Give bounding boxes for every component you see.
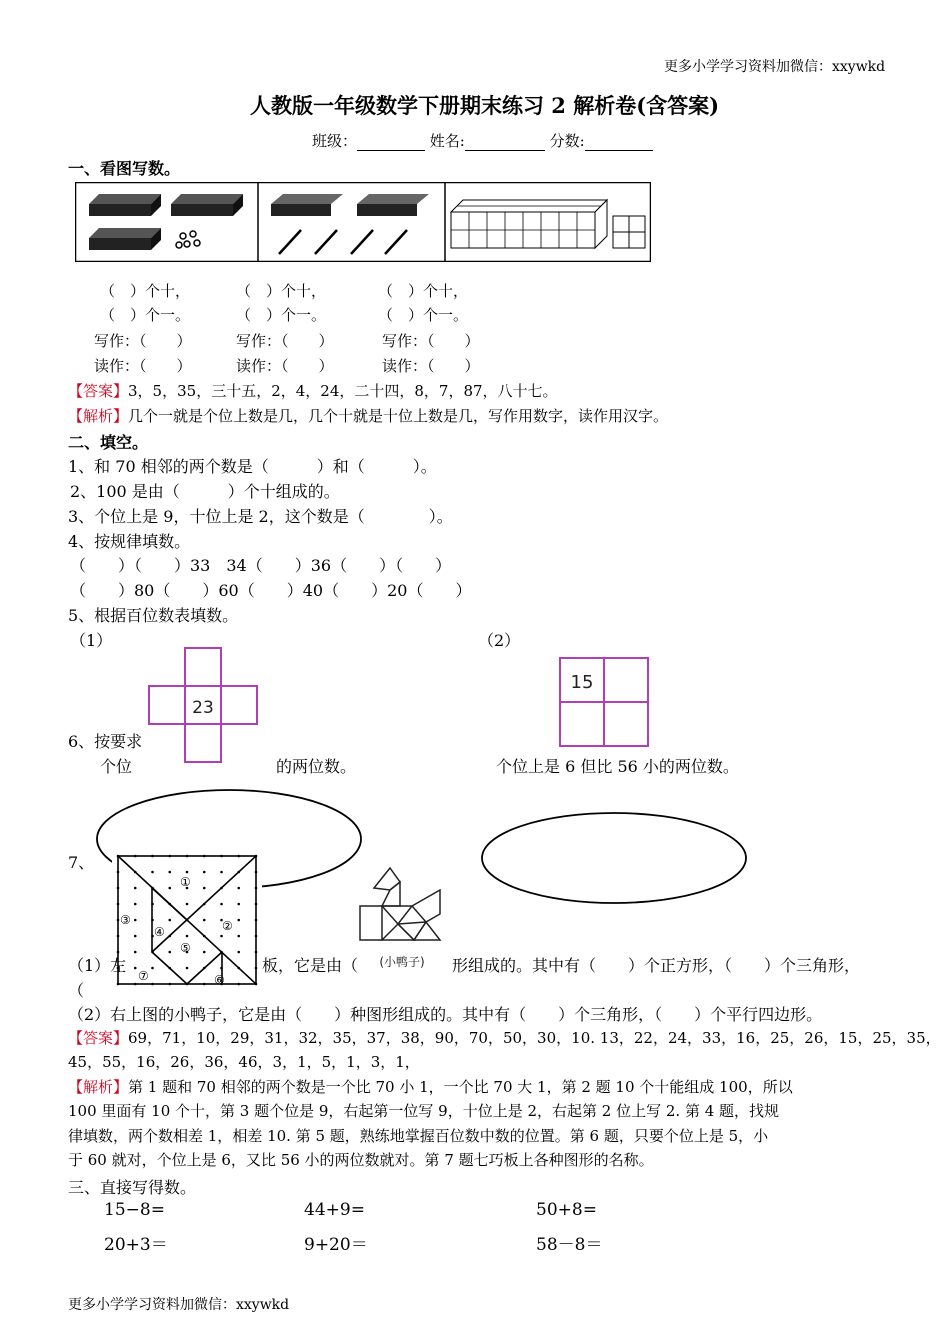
question-7-2[interactable]: （2）右上图的小鸭子，它是由（ ）种图形组成的。其中有（ ）个三角形，（ ）个平行四边形。	[68, 1005, 823, 1024]
grid-dot	[203, 871, 206, 874]
piece-7-label: ⑦	[138, 969, 149, 983]
question-5-part1: （1）	[70, 631, 113, 650]
calc-3[interactable]: 50+8=	[536, 1200, 597, 1220]
grid-dot	[168, 919, 171, 922]
grid-dot	[220, 871, 223, 874]
question-6-left-b: 的两位数。	[276, 757, 357, 776]
piece-4-label: ④	[154, 925, 165, 939]
ten-bead-tray	[171, 194, 243, 216]
read-q1[interactable]: 读作：（ ）	[94, 357, 192, 375]
question-4: 4、按规律填数。	[68, 532, 191, 551]
piece-6-label: ⑥	[214, 973, 225, 987]
grid-dot	[220, 935, 223, 938]
ten-bead-tray	[89, 194, 161, 216]
piece-3-label: ③	[120, 913, 131, 927]
s2-answer-1	[68, 1027, 941, 1048]
grid-dot	[203, 951, 206, 954]
calc-4[interactable]: 20+3＝	[104, 1235, 168, 1255]
name-label: 姓名:	[429, 132, 465, 150]
question-4-row1[interactable]: （ ）（ ）33 34（ ）36（ ）（ ）	[70, 556, 452, 575]
grid-dot	[186, 871, 189, 874]
grid-dot	[134, 919, 137, 922]
question-2[interactable]: 2、100 是由（ ）个十组成的。	[70, 482, 340, 501]
question-7-1d: （	[68, 981, 85, 1000]
header-note: 更多小学学习资料加微信：xxywkd	[664, 59, 886, 75]
grid-dot	[134, 903, 137, 906]
grid-dot	[186, 967, 189, 970]
question-5: 5、根据百位数表填数。	[68, 606, 239, 625]
piece-2-label: ②	[222, 919, 233, 933]
analysis-text: 几个一就是个位上数是几，几个十就是十位上数是几，写作用数字，读作用汉字。	[128, 407, 669, 425]
grid-dot	[168, 951, 171, 954]
tens-q3[interactable]: （ ）个十，	[378, 282, 469, 300]
s2-answer-2: 45，55，16，26，36，46，3，1，5，1，3，1，	[68, 1053, 420, 1071]
answer-tag: 【答案】	[68, 382, 129, 400]
hundred-chart-cross	[146, 646, 262, 766]
tens-q2[interactable]: （ ）个十，	[236, 282, 327, 300]
question-7-1c[interactable]: 形组成的。其中有（ ）个正方形，（ ）个三角形，	[452, 956, 861, 975]
grid-dot	[237, 887, 240, 890]
grid-dot	[237, 919, 240, 922]
grid-dot	[203, 887, 206, 890]
section1-heading: 一、看图写数。	[68, 159, 181, 178]
grid-dot	[186, 903, 189, 906]
tens-q1[interactable]: （ ）个十，	[100, 282, 191, 300]
loose-cubes	[613, 216, 645, 248]
answer-text: 3，5，35，三十五，2，4，24，二十四，8，7，87，八十七。	[128, 382, 558, 400]
write-q3[interactable]: 写作：（ ）	[382, 332, 480, 350]
duck-tangram	[352, 862, 452, 972]
ones-q3[interactable]: （ ）个一。	[378, 306, 469, 324]
hundred-chart-square	[558, 656, 650, 748]
s2-analysis-1	[68, 1076, 793, 1097]
grid-dot	[220, 903, 223, 906]
score-label: 分数:	[549, 132, 585, 150]
ones-q1[interactable]: （ ）个一。	[100, 306, 191, 324]
grid-dot	[134, 951, 137, 954]
name-field[interactable]	[465, 134, 545, 151]
analysis-tag: 【解析】	[68, 1078, 129, 1096]
answer-text: 69，71，10，29，31，32，35，37，38，90，70，50，30，10. 13，22，24，33，16，25，26，15，25，35，	[128, 1029, 941, 1047]
grid-dot	[151, 967, 154, 970]
cube-block	[451, 200, 607, 248]
read-q2[interactable]: 读作：（ ）	[236, 357, 334, 375]
question-1[interactable]: 1、和 70 相邻的两个数是（ ）和（ ）。	[68, 457, 437, 476]
tangram-figure	[112, 852, 262, 988]
grid-dot	[203, 919, 206, 922]
calc-5[interactable]: 9+20＝	[304, 1235, 368, 1255]
grid-value-23: 23	[192, 698, 214, 718]
class-field[interactable]	[357, 134, 425, 151]
piece-5-label: ⑤	[180, 941, 191, 955]
counting-picture	[75, 182, 651, 262]
question-5-part2: （2）	[478, 631, 521, 650]
grid-dot	[151, 871, 154, 874]
grid-dot	[134, 887, 137, 890]
grid-dot	[237, 935, 240, 938]
s2-analysis-2: 100 里面有 10 个十，第 3 题个位是 9，右起第一位写 9，十位上是 2，右起第 2 位上写 2. 第 4 题，找规	[68, 1102, 780, 1120]
analysis-text: 第 1 题和 70 相邻的两个数是一个比 70 小 1，一个比 70 大 1，第 2 题 10 个十能组成 100，所以	[128, 1078, 793, 1096]
question-7-1a: （1）左	[68, 956, 127, 975]
write-q1[interactable]: 写作：（ ）	[94, 332, 192, 350]
s1-answer	[68, 380, 558, 401]
ones-q2[interactable]: （ ）个一。	[236, 306, 327, 324]
write-q2[interactable]: 写作：（ ）	[236, 332, 334, 350]
answer-oval-right[interactable]	[480, 810, 748, 908]
read-q3[interactable]: 读作：（ ）	[382, 357, 480, 375]
footer-note: 更多小学学习资料加微信：xxywkd	[68, 1297, 290, 1313]
question-7: 7、	[68, 853, 95, 872]
grid-dot	[168, 887, 171, 890]
page-title: 人教版一年级数学下册期末练习 2 解析卷(含答案)	[250, 93, 720, 118]
class-label: 班级：	[312, 132, 358, 150]
piece-1-label: ①	[180, 875, 191, 889]
info-line	[312, 130, 653, 151]
grid-dot	[237, 951, 240, 954]
s2-analysis-3: 律填数，两个数相差 1，相差 10. 第 5 题，熟练地掌握百位数中数的位置。第 6 题，只要个位上是 5，小	[68, 1127, 769, 1145]
section3-heading: 三、直接写得数。	[68, 1178, 197, 1197]
grid-value-15: 15	[570, 672, 594, 693]
analysis-tag: 【解析】	[68, 407, 129, 425]
calc-1[interactable]: 15−8=	[104, 1200, 165, 1220]
answer-tag: 【答案】	[68, 1029, 129, 1047]
question-6: 6、按要求	[68, 732, 143, 751]
calc-2[interactable]: 44+9=	[304, 1200, 365, 1220]
grid-dot	[134, 935, 137, 938]
grid-dot	[134, 967, 137, 970]
grid-dot	[168, 871, 171, 874]
grid-dot	[186, 935, 189, 938]
question-4-row2[interactable]: （ ）80（ ）60（ ）40（ ）20（ ）	[70, 581, 472, 600]
question-6-right: 个位上是 6 但比 56 小的两位数。	[496, 757, 739, 776]
ten-bead-tray	[89, 228, 161, 250]
question-6-left-a: 个位	[100, 757, 133, 776]
score-field[interactable]	[585, 134, 653, 151]
calc-6[interactable]: 58－8＝	[536, 1235, 603, 1255]
question-7-1b[interactable]: 板，它是由（	[262, 956, 359, 975]
s1-analysis	[68, 405, 668, 426]
grid-dot	[237, 903, 240, 906]
section2-heading: 二、填空。	[68, 433, 149, 452]
duck-caption: (小鸭子)	[379, 955, 425, 969]
question-3[interactable]: 3、个位上是 9，十位上是 2，这个数是（ ）。	[68, 507, 453, 526]
s2-analysis-4: 于 60 就对，个位上是 6，又比 56 小的两位数就对。第 7 题七巧板上各种图形的名称。	[68, 1151, 654, 1169]
